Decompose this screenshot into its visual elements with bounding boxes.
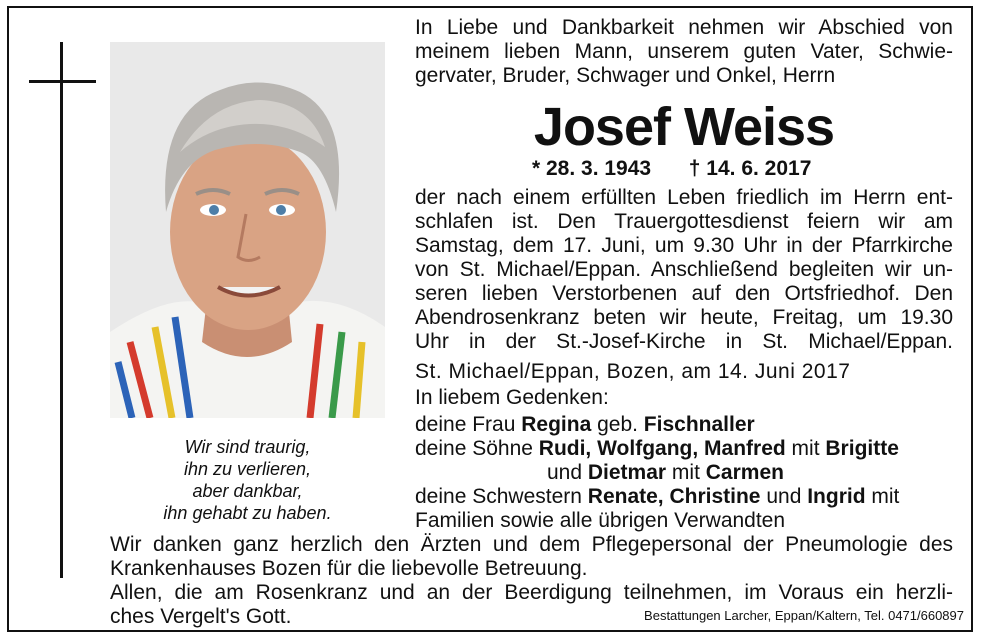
thanks-line: ches Vergelt's Gott. xyxy=(110,605,292,628)
cross-horizontal-bar xyxy=(29,80,96,83)
thanks-line: Wir danken ganz herzlich den Ärzten und dem Pflegepersonal der Pneumologie des xyxy=(110,533,953,556)
family-name: Renate, Christine xyxy=(587,485,761,508)
life-dates xyxy=(532,156,811,182)
family-text: deine Schwestern xyxy=(415,485,588,508)
birth-date: * 28. 3. 1943 xyxy=(532,157,652,180)
place-and-date: St. Michael/Eppan, Bozen, am 14. Juni 2017 xyxy=(415,360,851,383)
family-text: und xyxy=(760,485,808,508)
family-line-sisters xyxy=(415,485,899,509)
body-line: Samstag, dem 17. Juni, um 9.30 Uhr in der Pfarrkirche xyxy=(415,234,953,257)
family-name: Brigitte xyxy=(825,437,899,460)
quote-line: ihn zu verlieren, xyxy=(183,459,312,479)
family-name: Fischnaller xyxy=(643,413,755,436)
family-text: und xyxy=(547,461,588,484)
family-name: Carmen xyxy=(705,461,784,484)
intro-line: In Liebe und Dankbarkeit nehmen wir Abschied von xyxy=(415,16,953,39)
family-text: mit xyxy=(785,437,826,460)
body-line: Uhr in der St.-Josef-Kirche in St. Michael/Eppan. xyxy=(415,330,953,353)
family-text: mit xyxy=(865,485,900,508)
memorial-quote xyxy=(110,436,385,524)
family-name: Rudi, Wolfgang, Manfred xyxy=(538,437,786,460)
body-line: seren lieben Verstorbenen auf den Ortsfriedhof. Den xyxy=(415,282,953,305)
family-name: Regina xyxy=(521,413,592,436)
portrait-photo xyxy=(110,42,385,418)
family-text: mit xyxy=(666,461,706,484)
funeral-home-credit: Bestattungen Larcher, Eppan/Kaltern, Tel. 0471/660897 xyxy=(644,608,964,623)
intro-line: meinem lieben Mann, unserem guten Vater, Schwie- xyxy=(415,40,953,63)
family-text: deine Frau xyxy=(415,413,522,436)
body-line: der nach einem erfüllten Leben friedlich im Herrn ent- xyxy=(415,186,953,209)
family-text: deine Söhne xyxy=(415,437,539,460)
quote-line: aber dankbar, xyxy=(192,481,303,501)
quote-line: ihn gehabt zu haben. xyxy=(163,503,332,523)
cross-vertical-bar xyxy=(60,42,63,578)
body-line: von St. Michael/Eppan. Anschließend begleiten wir un- xyxy=(415,258,953,281)
body-line: Abendrosenkranz beten wir heute, Freitag, um 19.30 xyxy=(415,306,953,329)
death-date: † 14. 6. 2017 xyxy=(688,157,812,180)
family-line-sons-cont xyxy=(547,461,784,485)
family-name: Ingrid xyxy=(807,485,866,508)
family-name: Dietmar xyxy=(587,461,667,484)
memory-heading: In liebem Gedenken: xyxy=(415,386,609,409)
thanks-line: Allen, die am Rosenkranz und an der Beerdigung teilnehmen, im Voraus ein herzli- xyxy=(110,581,953,604)
body-line: schlafen ist. Den Trauergottesdienst feiern wir am xyxy=(415,210,953,233)
family-line-wife xyxy=(415,413,755,437)
thanks-line: Krankenhauses Bozen für die liebevolle Betreuung. xyxy=(110,557,588,580)
family-line-relatives: Familien sowie alle übrigen Verwandten xyxy=(415,509,786,532)
family-line-sons xyxy=(415,437,899,461)
family-text: geb. xyxy=(591,413,644,436)
intro-line: gervater, Bruder, Schwager und Onkel, Herrn xyxy=(415,64,836,87)
quote-line: Wir sind traurig, xyxy=(184,437,311,457)
deceased-name: Josef Weiss xyxy=(533,97,835,157)
